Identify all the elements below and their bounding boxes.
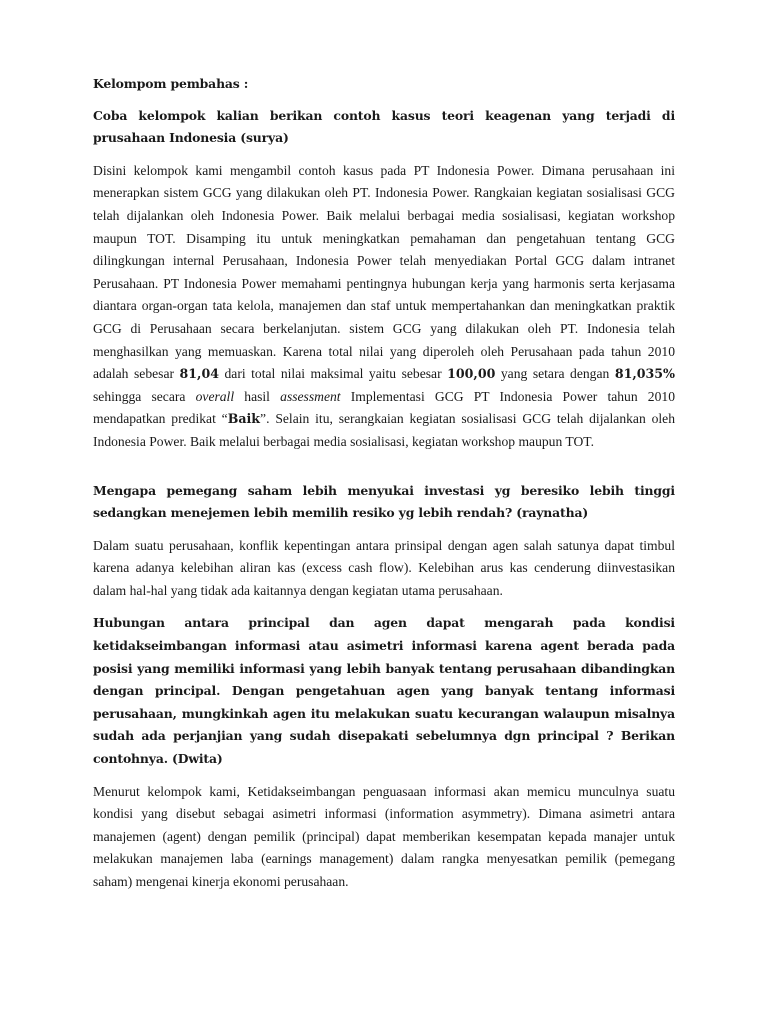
answer-1-predicate: Baik [227, 411, 261, 427]
answer-1-max-score: 100,00 [447, 366, 496, 382]
answer-1-score: 81,04 [179, 366, 219, 382]
question-3: Hubungan antara principal dan agen dapat mengarah pada kondisi ketidakseimbangan informasi atau asimetri informasi karena agent berada pada posisi yang memiliki informasi yang lebih banyak tentang perusahaan dibandingkan dengan principal. Dengan pengetahuan agen yang banyak tentang informasi perusahaan, mungkinkah agen itu melakukan suatu kecurangan walaupun misalnya sudah ada perjanjian yang sudah disepakati sebelumnya dgn principal ? Berikan contohnya. (Dwita) [93, 615, 675, 767]
answer-1-text-d: sehingga secara [93, 388, 196, 404]
answer-1-percentage: 81,035% [614, 366, 675, 382]
answer-1-text-b: dari total nilai maksimal yaitu sebesar [218, 366, 448, 382]
answer-1-text-a: Disini kelompok kami mengambil contoh kasus pada PT Indonesia Power. Dimana perusahaan ini menerapkan sistem GCG yang dilakukan oleh PT. Indonesia Power. Rangkaian kegiatan sosialisasi GCG telah dijalankan oleh Indonesia Power. Baik melalui berbagai media sosialisasi, kegiatan workshop maupun TOT. Disamping itu untuk meningkatkan pemahaman dan pengetahuan tentang GCG dilingkungan internal Perusahaan, Indonesia Power telah menyediakan Portal GCG dalam intranet Perusahaan. PT Indonesia Power memahami pentingnya hubungan kerja yang harmonis serta kerjasama diantara organ-organ tata kelola, manajemen dan staf untuk mempertahankan dan meningkatkan praktik GCG di Perusahaan secara berkelanjutan. sistem GCG yang dilakukan oleh PT. Indonesia telah menghasilkan yang memuaskan. Karena total nilai yang diperoleh oleh Perusahaan pada tahun 2010 adalah sebesar [93, 162, 675, 382]
answer-3: Menurut kelompok kami, Ketidakseimbangan penguasaan informasi akan memicu munculnya suatu kondisi yang disebut sebagai asimetri informasi (information asymmetry). Dimana asimetri antara manajemen (agent) dengan pemilik (principal) dapat memberikan kesempatan kepada manajer untuk melakukan manajemen laba (earnings management) dalam rangka menyesatkan pemilik (pemegang saham) mengenai kinerja ekonomi perusahaan. [93, 783, 675, 889]
question-1: Coba kelompok kalian berikan contoh kasus teori keagenan yang terjadi di prusahaan Indonesia (surya) [93, 107, 675, 146]
answer-1-text-e: hasil [234, 388, 281, 404]
answer-1-italic-assessment: assessment [280, 388, 341, 404]
answer-1-text-f: Implementasi GCG PT Indonesia Power tahun 2010 mendapatkan predikat “ [93, 388, 675, 427]
answer-1-italic-overall: overall [195, 388, 235, 404]
answer-2: Dalam suatu perusahaan, konflik kepentingan antara prinsipal dengan agen salah satunya dapat timbul karena adanya kelebihan aliran kas (excess cash flow). Kelebihan arus kas cenderung diinvestasikan dalam hal-hal yang tidak ada kaitannya dengan kegiatan utama perusahaan. [93, 537, 675, 598]
group-label: Kelompom pembahas : [93, 76, 249, 91]
answer-1-text-g: ”. Selain itu, serangkaian kegiatan sosialisasi GCG telah dijalankan oleh Indonesia Power. Baik melalui berbagai media sosialisasi, kegiatan workshop maupun TOT. [93, 411, 675, 449]
answer-1 [93, 160, 675, 454]
answer-1-text-c: yang setara dengan [495, 366, 615, 382]
question-2: Mengapa pemegang saham lebih menyukai investasi yg beresiko lebih tinggi sedangkan menejemen lebih memilih resiko yg lebih rendah? (raynatha) [93, 482, 675, 521]
document-page [93, 73, 675, 894]
